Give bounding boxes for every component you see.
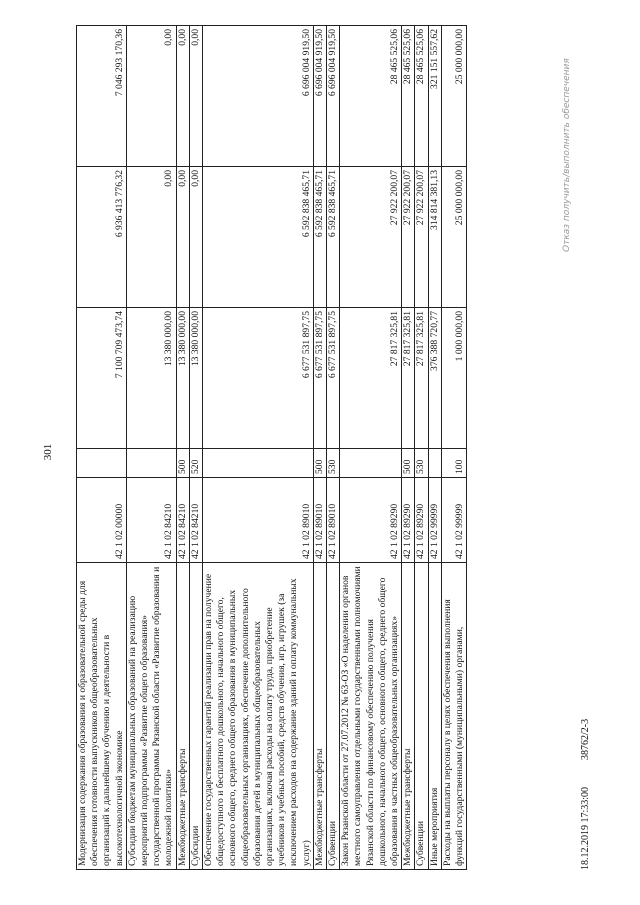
row-value-3: 25 000 000,00 — [441, 26, 466, 167]
footer-date: 18.12.2019 17:33:00 — [580, 786, 591, 870]
row-name: Расходы на выплаты персоналу в целях обеспечения выполнения функций государственными (муниципальными) органами, — [441, 563, 466, 870]
row-name: Закон Рязанской области от 27.07.2012 № 63-ОЗ «О наделении органов местного самоуправления отдельными государственными полномочиями Рязанской области по финансовому обеспечению получения дошкольного, начального общего, основного общего, среднего общего образования в частных общеобразовательных организациях» — [340, 563, 402, 870]
row-value-2: 0,00 — [176, 167, 189, 308]
row-expense-type: 530 — [415, 449, 428, 478]
row-name: Иные мероприятия — [428, 563, 441, 870]
table-row — [340, 26, 402, 870]
row-value-2: 27 922 200,07 — [402, 167, 415, 308]
row-value-2: 314 814 381,13 — [428, 167, 441, 308]
row-value-3: 28 465 525,06 — [340, 26, 402, 167]
footer-doc-code: 38762/2-3 — [580, 718, 591, 760]
table-row — [415, 26, 428, 870]
row-value-1: 6 677 531 897,75 — [313, 308, 326, 449]
row-value-1: 376 388 720,77 — [428, 308, 441, 449]
row-code: 42 1 02 89290 — [340, 478, 402, 563]
row-value-1: 13 380 000,00 — [126, 308, 176, 449]
row-value-2: 6 936 413 776,32 — [77, 167, 127, 308]
table-row — [428, 26, 441, 870]
row-value-2: 0,00 — [189, 167, 202, 308]
row-value-2: 0,00 — [126, 167, 176, 308]
row-name: Обеспечение государственных гарантий реализации прав на получение общедоступного и бесплатного дошкольного, начального общего, основного общего, среднего общего образования в муниципальных общеобразовательных организациях, обеспечение дополнительного образования детей в муниципальных общеобразовательных организациях, включая расходы на оплату труда, приобретение учебников и учебных пособий, средств обучения, игр, игрушек (за исключением расходов на содержание зданий и оплату коммунальных услуг) — [203, 563, 314, 870]
page-number: 301 — [42, 443, 54, 461]
row-code: 42 1 02 89010 — [327, 478, 340, 563]
table-row — [203, 26, 314, 870]
watermark-stamp: Отказ получить/выполнить обеспечения — [562, 58, 572, 252]
row-expense-type — [340, 449, 402, 478]
row-value-1: 6 677 531 897,75 — [203, 308, 314, 449]
row-code: 42 1 02 84210 — [176, 478, 189, 563]
budget-table-body — [77, 26, 467, 870]
row-name: Субвенции — [415, 563, 428, 870]
row-value-3: 0,00 — [126, 26, 176, 167]
row-value-2: 6 592 838 465,71 — [203, 167, 314, 308]
table-row — [176, 26, 189, 870]
row-name: Модернизация содержания образования и образовательной среды для обеспечения готовности выпускников общеобразовательных организаций к дальнейшему обучению и деятельности в высокотехнологичной экономике — [77, 563, 127, 870]
row-value-1: 27 817 325,81 — [415, 308, 428, 449]
row-value-3: 6 696 004 919,50 — [327, 26, 340, 167]
row-code: 42 1 02 89010 — [313, 478, 326, 563]
table-row — [327, 26, 340, 870]
table-row — [126, 26, 176, 870]
rotated-page — [40, 22, 600, 882]
row-code: 42 1 02 99999 — [428, 478, 441, 563]
table-row — [189, 26, 202, 870]
row-expense-type: 520 — [189, 449, 202, 478]
row-value-1: 27 817 325,81 — [402, 308, 415, 449]
row-expense-type — [126, 449, 176, 478]
row-code: 42 1 02 84210 — [189, 478, 202, 563]
row-value-1: 13 380 000,00 — [189, 308, 202, 449]
row-value-2: 27 922 200,07 — [415, 167, 428, 308]
row-value-2: 25 000 000,00 — [441, 167, 466, 308]
row-name: Межбюджетные трансферты — [313, 563, 326, 870]
row-value-1: 13 380 000,00 — [176, 308, 189, 449]
row-code: 42 1 02 00000 — [77, 478, 127, 563]
row-value-2: 27 922 200,07 — [340, 167, 402, 308]
row-value-3: 28 465 525,06 — [402, 26, 415, 167]
row-value-3: 6 696 004 919,50 — [313, 26, 326, 167]
table-row — [441, 26, 466, 870]
row-name: Субсидии — [189, 563, 202, 870]
row-value-2: 6 592 838 465,71 — [327, 167, 340, 308]
row-code: 42 1 02 89290 — [402, 478, 415, 563]
row-code: 42 1 02 84210 — [126, 478, 176, 563]
row-value-3: 6 696 004 919,50 — [203, 26, 314, 167]
row-value-3: 0,00 — [189, 26, 202, 167]
row-name: Субвенции — [327, 563, 340, 870]
row-code: 42 1 02 89010 — [203, 478, 314, 563]
row-expense-type — [203, 449, 314, 478]
row-name: Субсидии бюджетам муниципальных образований на реализацию мероприятий подпрограммы «Развитие общего образования» государственной программы Рязанской области «Развитие образования и молодежной политики» — [126, 563, 176, 870]
table-row — [313, 26, 326, 870]
row-value-1: 7 100 709 473,74 — [77, 308, 127, 449]
row-expense-type — [77, 449, 127, 478]
row-value-2: 6 592 838 465,71 — [313, 167, 326, 308]
row-expense-type — [428, 449, 441, 478]
table-row — [77, 26, 127, 870]
budget-table — [76, 25, 467, 870]
row-value-3: 7 046 293 170,36 — [77, 26, 127, 167]
row-name: Межбюджетные трансферты — [402, 563, 415, 870]
table-row — [402, 26, 415, 870]
row-expense-type: 100 — [441, 449, 466, 478]
row-expense-type: 500 — [313, 449, 326, 478]
row-value-3: 0,00 — [176, 26, 189, 167]
row-value-1: 1 000 000,00 — [441, 308, 466, 449]
row-value-1: 6 677 531 897,75 — [327, 308, 340, 449]
row-code: 42 1 02 89290 — [415, 478, 428, 563]
row-value-3: 28 465 525,06 — [415, 26, 428, 167]
row-expense-type: 500 — [176, 449, 189, 478]
row-expense-type: 500 — [402, 449, 415, 478]
row-name: Межбюджетные трансферты — [176, 563, 189, 870]
row-expense-type: 530 — [327, 449, 340, 478]
row-value-3: 321 151 557,62 — [428, 26, 441, 167]
row-value-1: 27 817 325,81 — [340, 308, 402, 449]
row-code: 42 1 02 99999 — [441, 478, 466, 563]
